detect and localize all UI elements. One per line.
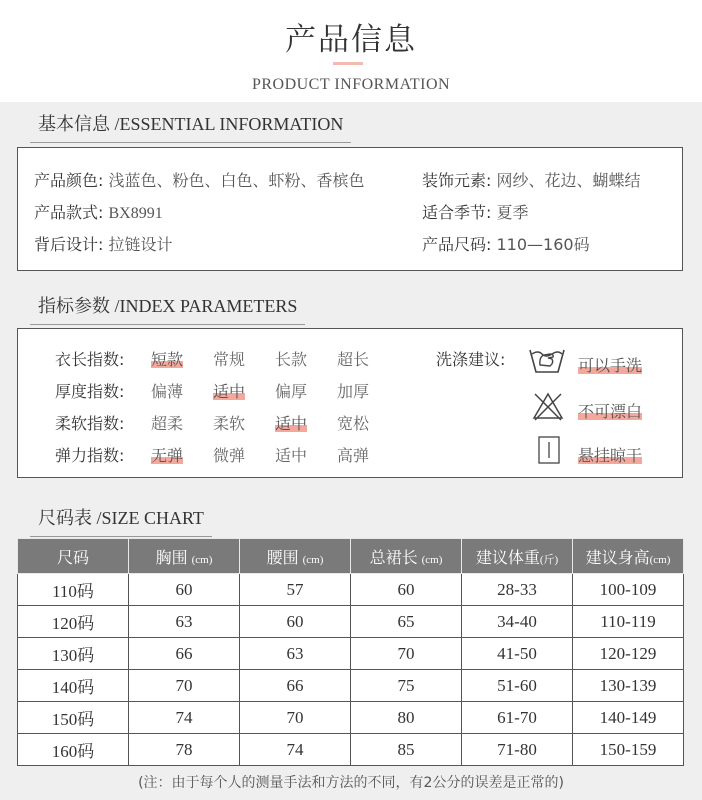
care-text-hand-wash: 可以手洗 [578, 353, 642, 376]
index-option: 长款 [275, 350, 308, 369]
column-header-height: 建议身高(cm) [573, 539, 684, 574]
info-label: 装饰元素: [422, 171, 492, 190]
table-cell: 57 [240, 574, 351, 606]
table-cell: 130-139 [573, 670, 684, 702]
hang-dry-icon [538, 436, 560, 464]
index-params-box [17, 328, 683, 478]
table-cell: 110-119 [573, 606, 684, 638]
essential-heading: 基本信息 /ESSENTIAL INFORMATION [30, 110, 351, 143]
table-row [18, 606, 684, 638]
info-row-back-design [34, 232, 173, 255]
table-cell: 74 [240, 734, 351, 766]
info-row-color [34, 168, 365, 191]
info-row-season [422, 200, 529, 223]
table-cell: 70 [240, 702, 351, 734]
info-label: 产品尺码: [422, 235, 492, 254]
care-text-no-bleach: 不可漂白 [578, 399, 642, 422]
care-text-hang-dry: 悬挂晾干 [578, 443, 642, 466]
column-header-chest: 胸围 (cm) [129, 539, 240, 574]
index-option: 超长 [337, 350, 370, 369]
index-option: 偏薄 [151, 382, 184, 401]
index-label-thickness: 厚度指数: [55, 382, 125, 401]
hand-wash-icon [528, 341, 566, 375]
info-label: 产品颜色: [34, 171, 104, 190]
page-title: 产品信息 [285, 22, 417, 58]
table-cell: 60 [129, 574, 240, 606]
table-header-row [18, 539, 684, 574]
table-cell: 130码 [18, 638, 129, 670]
index-option: 柔软 [213, 414, 246, 433]
page-subtitle: PRODUCT INFORMATION [251, 76, 451, 93]
index-option: 偏厚 [275, 382, 308, 401]
info-value: 浅蓝色、粉色、白色、虾粉、香槟色 [108, 171, 365, 190]
table-cell: 110码 [18, 574, 129, 606]
table-cell: 61-70 [462, 702, 573, 734]
index-label-length: 衣长指数: [55, 350, 125, 369]
column-header-waist: 腰围 (cm) [240, 539, 351, 574]
table-cell: 63 [240, 638, 351, 670]
index-label-softness: 柔软指数: [55, 414, 125, 433]
index-option: 宽松 [337, 414, 370, 433]
column-header-weight: 建议体重(斤) [462, 539, 573, 574]
table-cell: 160码 [18, 734, 129, 766]
info-row-style [34, 200, 163, 223]
index-option: 超柔 [151, 414, 184, 433]
info-value: 网纱、花边、蝴蝶结 [496, 171, 641, 190]
wash-label: 洗涤建议: [436, 350, 506, 369]
table-cell: 80 [351, 702, 462, 734]
table-cell: 140码 [18, 670, 129, 702]
table-row [18, 670, 684, 702]
table-cell: 120码 [18, 606, 129, 638]
info-label: 背后设计: [34, 235, 104, 254]
no-bleach-icon [532, 391, 564, 421]
info-row-decoration [422, 168, 641, 191]
table-cell: 140-149 [573, 702, 684, 734]
title-accent-line [333, 62, 363, 65]
table-cell: 65 [351, 606, 462, 638]
info-value: 110—160码 [496, 235, 590, 254]
table-cell: 150-159 [573, 734, 684, 766]
table-cell: 60 [240, 606, 351, 638]
table-row [18, 702, 684, 734]
index-option-selected: 短款 [151, 347, 183, 370]
table-cell: 74 [129, 702, 240, 734]
table-cell: 75 [351, 670, 462, 702]
page-header [0, 0, 702, 102]
table-cell: 28-33 [462, 574, 573, 606]
table-row [18, 734, 684, 766]
index-option: 适中 [275, 446, 308, 465]
column-header-length: 总裙长 (cm) [351, 539, 462, 574]
table-cell: 66 [240, 670, 351, 702]
index-heading: 指标参数 /INDEX PARAMETERS [30, 292, 305, 325]
table-cell: 66 [129, 638, 240, 670]
table-cell: 70 [129, 670, 240, 702]
table-cell: 41-50 [462, 638, 573, 670]
index-option-selected: 适中 [275, 411, 307, 434]
table-row [18, 574, 684, 606]
table-cell: 150码 [18, 702, 129, 734]
info-value: 夏季 [496, 203, 529, 222]
index-option: 微弹 [213, 446, 246, 465]
table-cell: 71-80 [462, 734, 573, 766]
table-cell: 85 [351, 734, 462, 766]
essential-info-box [17, 147, 683, 271]
table-cell: 78 [129, 734, 240, 766]
info-row-size-range [422, 232, 590, 255]
info-label: 产品款式: [34, 203, 104, 222]
index-option: 加厚 [337, 382, 370, 401]
size-chart-heading: 尺码表 /SIZE CHART [30, 504, 212, 537]
index-option: 常规 [213, 350, 246, 369]
table-cell: 100-109 [573, 574, 684, 606]
table-cell: 63 [129, 606, 240, 638]
index-option: 高弹 [337, 446, 370, 465]
index-option-selected: 无弹 [151, 443, 183, 466]
table-cell: 51-60 [462, 670, 573, 702]
index-label-elasticity: 弹力指数: [55, 446, 125, 465]
table-cell: 120-129 [573, 638, 684, 670]
table-cell: 34-40 [462, 606, 573, 638]
index-option-selected: 适中 [213, 379, 245, 402]
column-header-size: 尺码 [18, 539, 129, 574]
table-row [18, 638, 684, 670]
size-chart-table [17, 538, 684, 766]
info-label: 适合季节: [422, 203, 492, 222]
table-cell: 60 [351, 574, 462, 606]
info-value: BX8991 [108, 205, 163, 222]
measurement-note: (注：由于每个人的测量手法和方法的不同，有2公分的误差是正常的) [138, 775, 564, 791]
table-cell: 70 [351, 638, 462, 670]
info-value: 拉链设计 [108, 235, 173, 254]
